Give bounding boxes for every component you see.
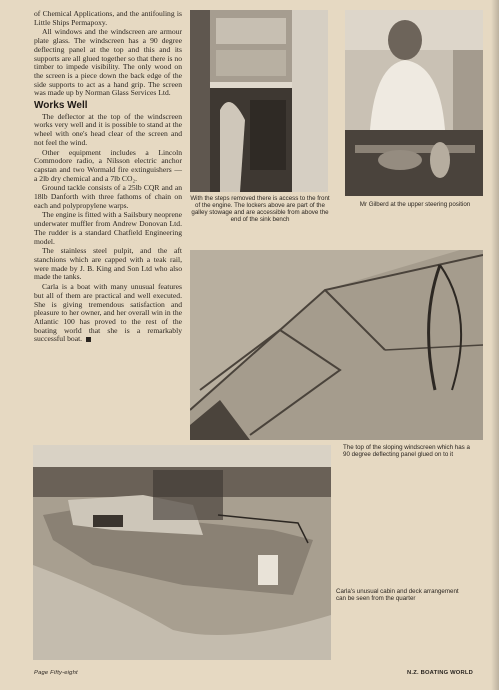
caption-engine-access: With the steps removed there is access to the front of the engine. The lockers above are part of the galley stowage and are accessible from above the end of the sink bench [190,195,330,223]
caption-carla-boat: Carla's unusual cabin and deck arrangement can be seen from the quarter [336,588,459,602]
photo-windscreen [190,250,483,440]
photo-carla-boat [33,445,331,660]
article-paragraph: Ground tackle consists of a 25lb CQR and an 18lb Danforth with three fathoms of chain on each and polypropylene warps. [34,183,182,210]
article-paragraph: of Chemical Applications, and the antifouling is Little Ships Permapoxy. [34,9,182,27]
photo-gilberd-image [345,10,483,196]
article-paragraph: The engine is fitted with a Sailsbury neoprene underwater muffler from Andrew Donovan Ltd. The rudder is a standard Chatfield Engineering model. [34,210,182,246]
page-number: Page Fifty-eight [34,670,78,676]
article-column [34,10,182,345]
caption-windscreen: The top of the sloping windscreen which has a 90 degree deflecting panel glued on to it [343,444,470,458]
end-of-article-mark [86,337,91,342]
article-paragraph: The stainless steel pulpit, and the aft stanchions which are capped with a teak rail, were made by J. B. King and Son Ltd who also made the tanks. [34,246,182,282]
magazine-name: N.Z. BOATING WORLD [407,670,473,676]
article-paragraph-text: Carla is a boat with many unusual features but all of them are practical and well executed. She is giving tremendous satisfaction and pleasure to her owner, and her overall win in the Atlantic 100 has proved to the rest of the boating world that she is a remarkably successful boat. [34,282,182,344]
article-paragraph: The deflector at the top of the windscreen works very well and it is possible to stand at the wheel with one's head clear of the screen and not feel the wind. [34,111,182,147]
article-paragraph [34,283,182,344]
photo-gilberd [345,10,483,196]
section-heading: Works Well [34,100,88,112]
photo-windscreen-image [190,250,483,440]
photo-engine-access [190,10,328,192]
page-edge-shadow [491,0,499,690]
photo-carla-boat-image [33,445,331,660]
article-paragraph: Other equipment includes a Lincoln Commodore radio, a Nilsson electric anchor capstan and two Wormald fire extinguishers — a 2lb dry chemical and a 7lb CO₂. [34,147,182,183]
photo-engine-access-image [190,10,328,192]
article-paragraph: All windows and the windscreen are armour plate glass. The windscreen has a 90 degree deflecting panel at the top and this and its supports are all glued together so that there is no timber to impede visibility. The only wood on the screen is a piece down the back edge of the side supports to act as a hand grip. The screen was made up by Norman Glass Services Ltd. [34,27,182,98]
caption-gilberd: Mr Gilberd at the upper steering position [359,201,471,208]
